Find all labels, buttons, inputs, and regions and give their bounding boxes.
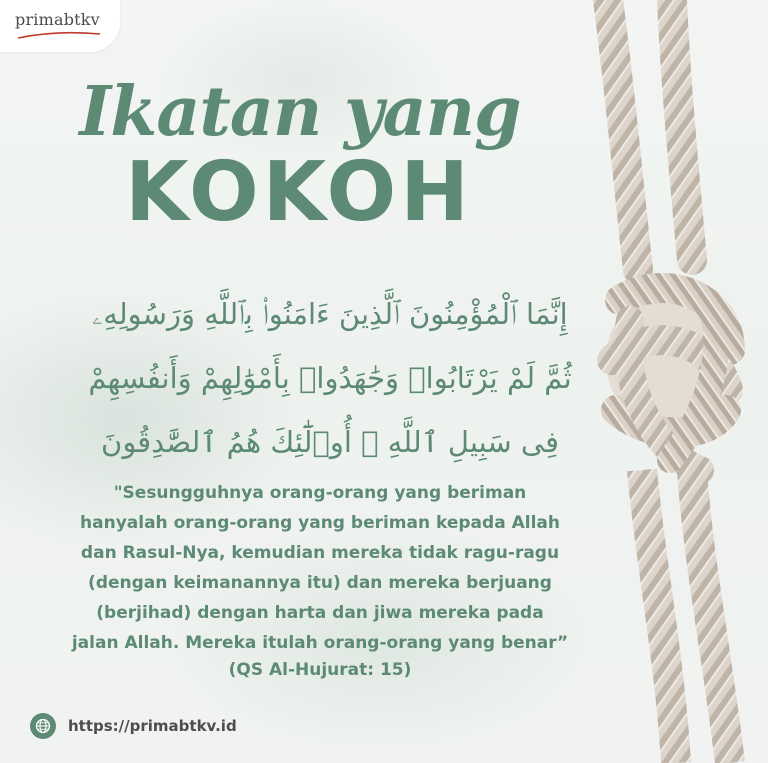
translation-line: dan Rasul-Nya, kemudian mereka tidak ragu-ragu <box>80 543 560 563</box>
verse-reference: (QS Al-Hujurat: 15) <box>228 660 412 680</box>
logo-swoosh-icon <box>16 30 102 40</box>
title-script: Ikatan yang <box>79 72 521 152</box>
translation-line: jalan Allah. Mereka itulah orang-orang yang benar” <box>71 633 569 653</box>
arabic-verse <box>70 282 590 474</box>
translation-line: hanyalah orang-orang yang beriman kepada Allah <box>80 513 560 533</box>
title-main: KOKOH <box>125 145 473 240</box>
translation-line: (dengan keimanannya itu) dan mereka berjuang <box>88 573 552 593</box>
translation-line: (berjihad) dengan harta dan jiwa mereka pada <box>96 603 544 623</box>
arabic-line: ثُمَّ لَمْ يَرْتَابُوا۟ وَجَٰهَدُوا۟ بِأَمْوَٰلِهِمْ وَأَنفُسِهِمْ <box>88 361 572 395</box>
website-url: https://primabtkv.id <box>68 717 237 735</box>
translation-line: "Sesungguhnya orang-orang yang beriman <box>113 483 527 503</box>
arabic-line: إِنَّمَا ٱلْمُؤْمِنُونَ ٱلَّذِينَ ءَامَنُوا۟ بِٱللَّهِ وَرَسُولِهِۦ <box>92 297 568 331</box>
logo-text: primabtkv <box>15 10 100 29</box>
verse-translation <box>40 478 600 658</box>
globe-icon <box>30 713 56 739</box>
logo-badge[interactable] <box>0 0 120 52</box>
website-link[interactable] <box>30 712 237 740</box>
arabic-line: فِى سَبِيلِ ٱللَّهِ ۚ أُو۟لَٰٓئِكَ هُمُ ٱلصَّٰدِقُونَ <box>101 425 559 459</box>
rope-knot-image <box>580 0 768 763</box>
